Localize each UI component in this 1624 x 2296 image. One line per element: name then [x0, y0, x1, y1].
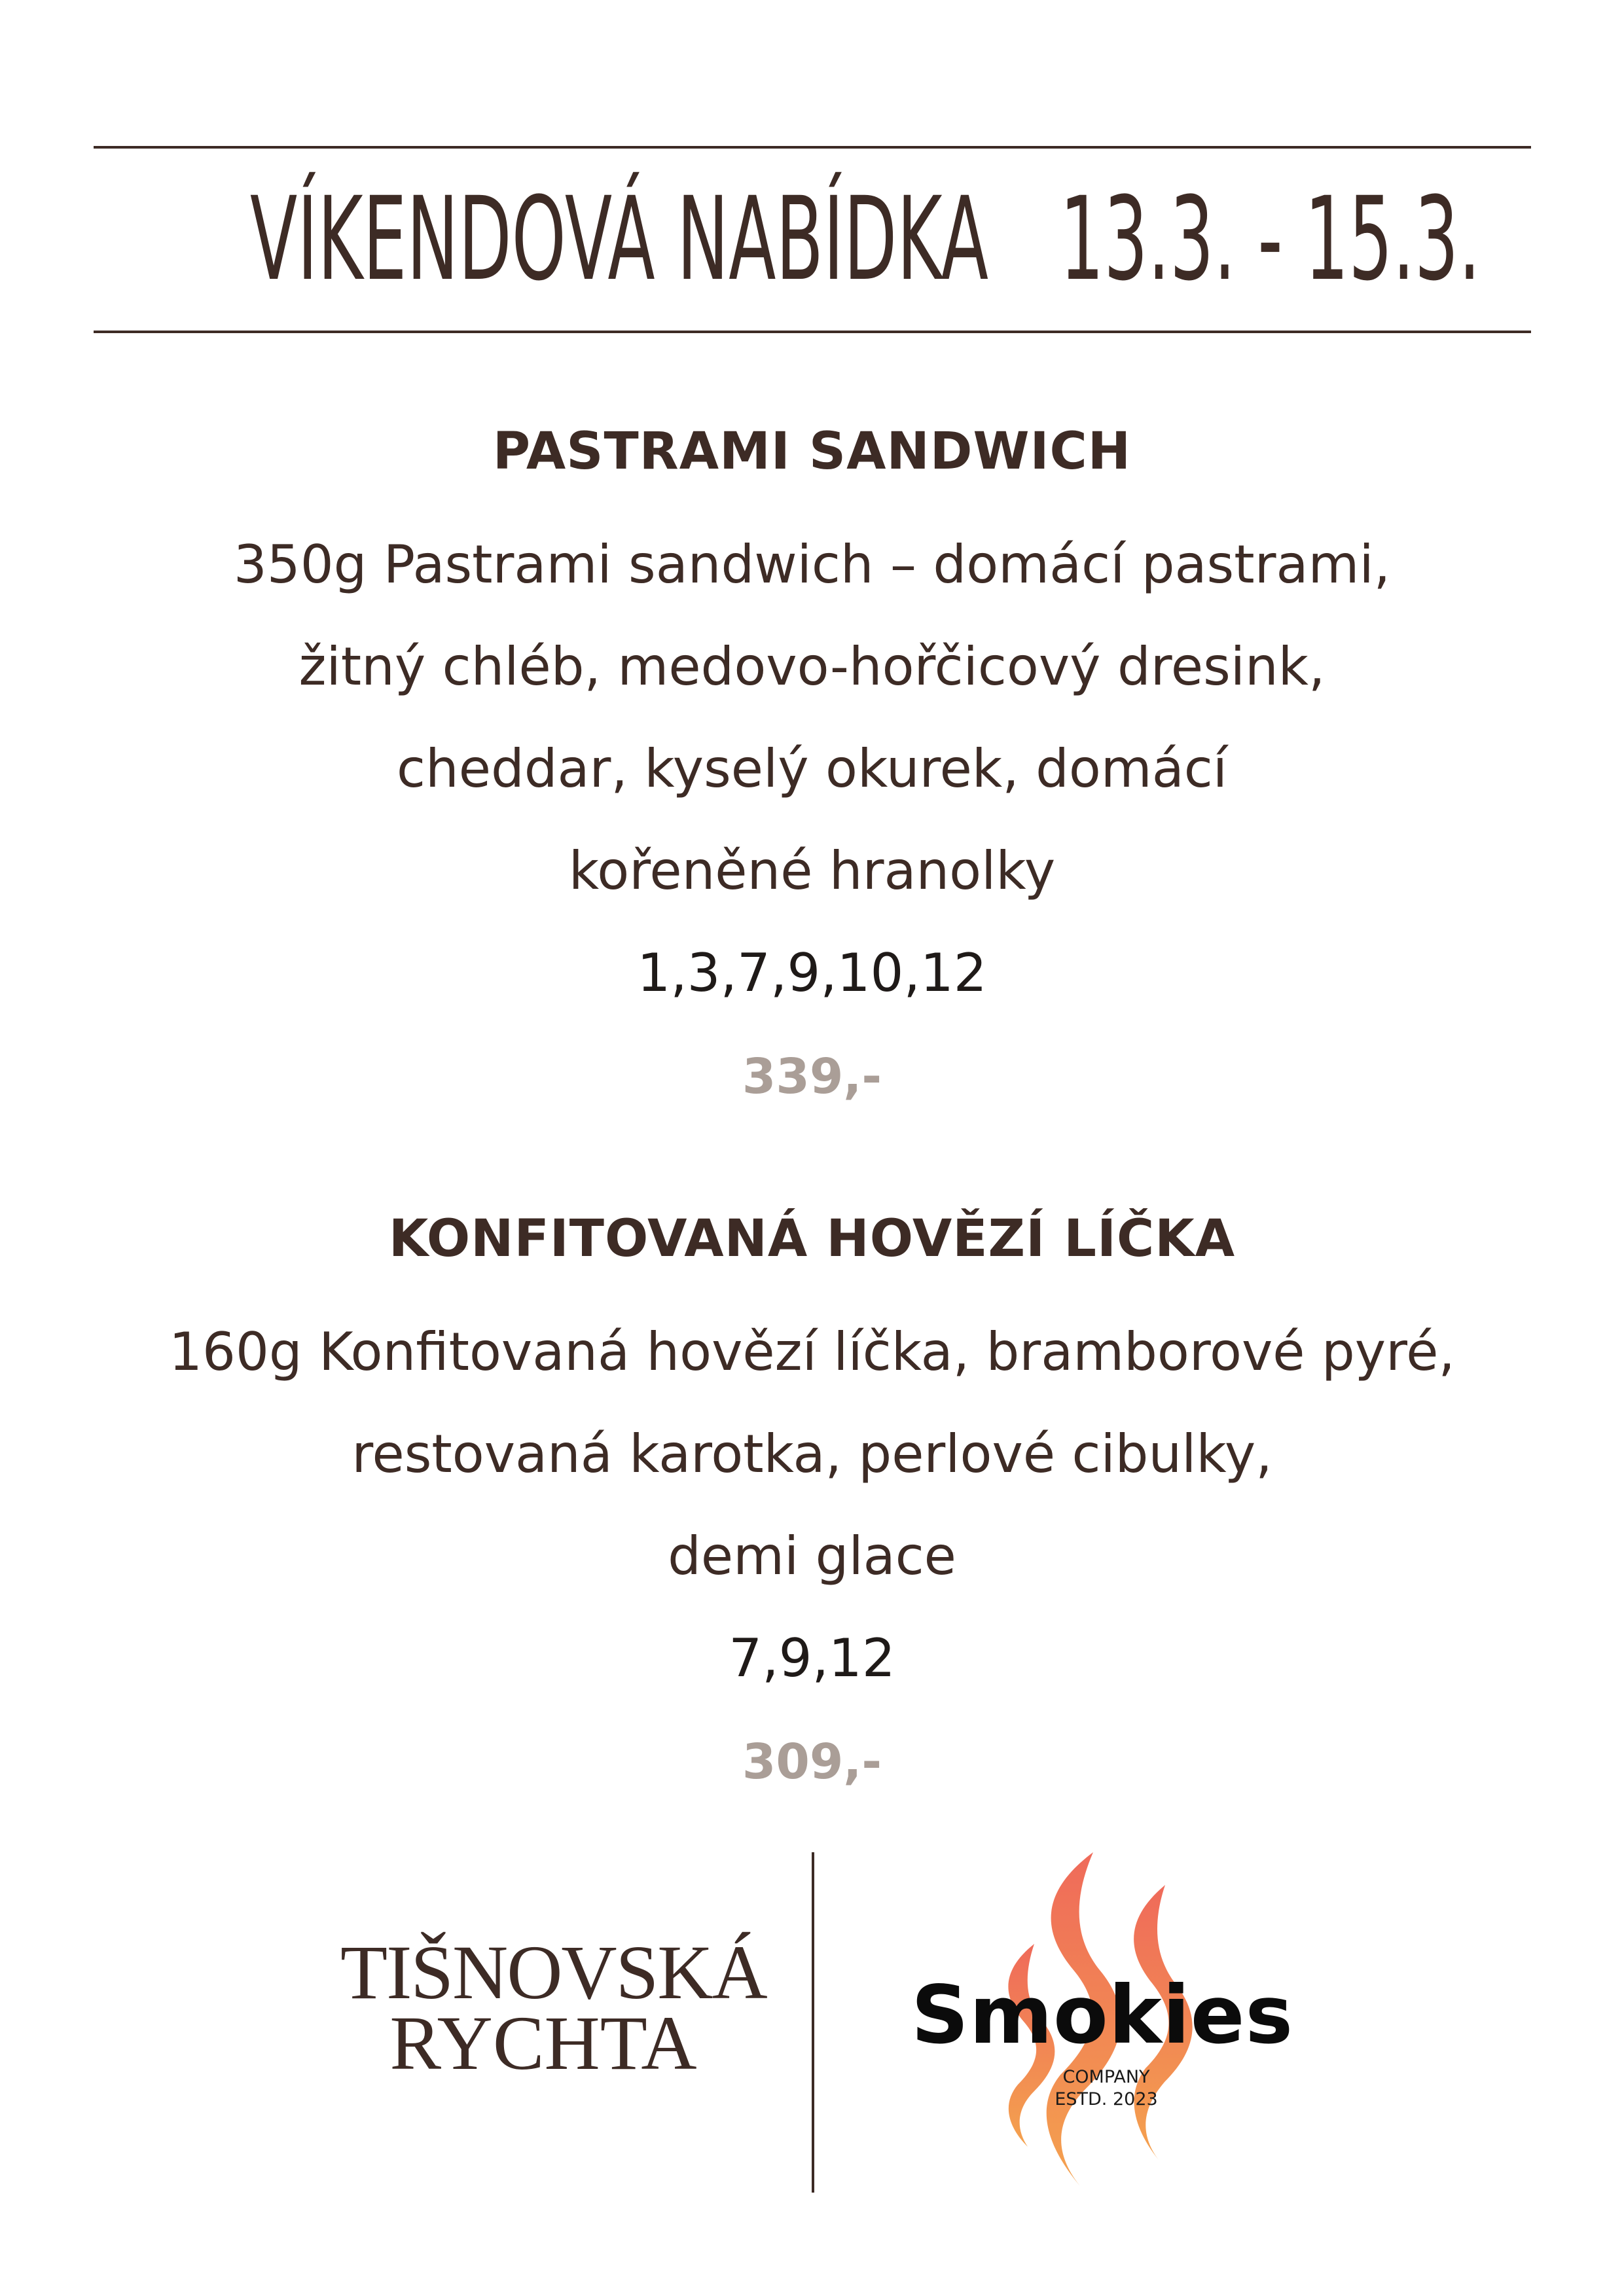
dish-description-line: 350g Pastrami sandwich – domácí pastrami, — [233, 534, 1391, 595]
dish-allergens: 7,9,12 — [729, 1628, 895, 1689]
dish-description-line: demi glace — [668, 1526, 956, 1587]
brand-line-2: RYCHTA — [389, 2000, 697, 2086]
footer-divider — [812, 1852, 814, 2193]
dish-item — [0, 1203, 1624, 1814]
dish-allergens: 1,3,7,9,10,12 — [637, 942, 987, 1003]
brand-line-1: TIŠNOVSKÁ — [340, 1929, 767, 2015]
dish-price: 309,- — [742, 1734, 882, 1790]
dish-description-line: cheddar, kyselý okurek, domácí — [397, 738, 1227, 799]
tisnovska-rychta-logo — [340, 1929, 767, 2086]
dish-description-line: kořeněné hranolky — [568, 840, 1056, 901]
menu-header — [94, 157, 1531, 321]
dish-name: KONFITOVANÁ HOVĚZÍ LÍČKA — [388, 1210, 1236, 1268]
dish-description-line: žitný chléb, medovo-hořčicový dresink, — [298, 636, 1326, 697]
dish-description-line: restovaná karotka, perlové cibulky, — [352, 1424, 1272, 1484]
dish-price: 339,- — [742, 1049, 882, 1105]
header-bottom-rule — [94, 331, 1531, 333]
menu-title: VÍKENDOVÁ NABÍDKA — [249, 171, 988, 306]
smokies-logo — [897, 1846, 1303, 2212]
smokies-wordmark: Smokies — [911, 1969, 1294, 2062]
dish-name: PASTRAMI SANDWICH — [492, 422, 1132, 481]
dish-item — [0, 416, 1624, 1129]
dish-description-line: 160g Konfitovaná hovězí líčka, bramborové pyré, — [169, 1321, 1455, 1382]
smokies-subtitle: COMPANY — [1062, 2067, 1150, 2087]
smokies-established: ESTD. 2023 — [1055, 2089, 1158, 2109]
offer-dates: 13.3. - 15.3. — [1060, 171, 1481, 306]
header-top-rule — [94, 146, 1531, 149]
